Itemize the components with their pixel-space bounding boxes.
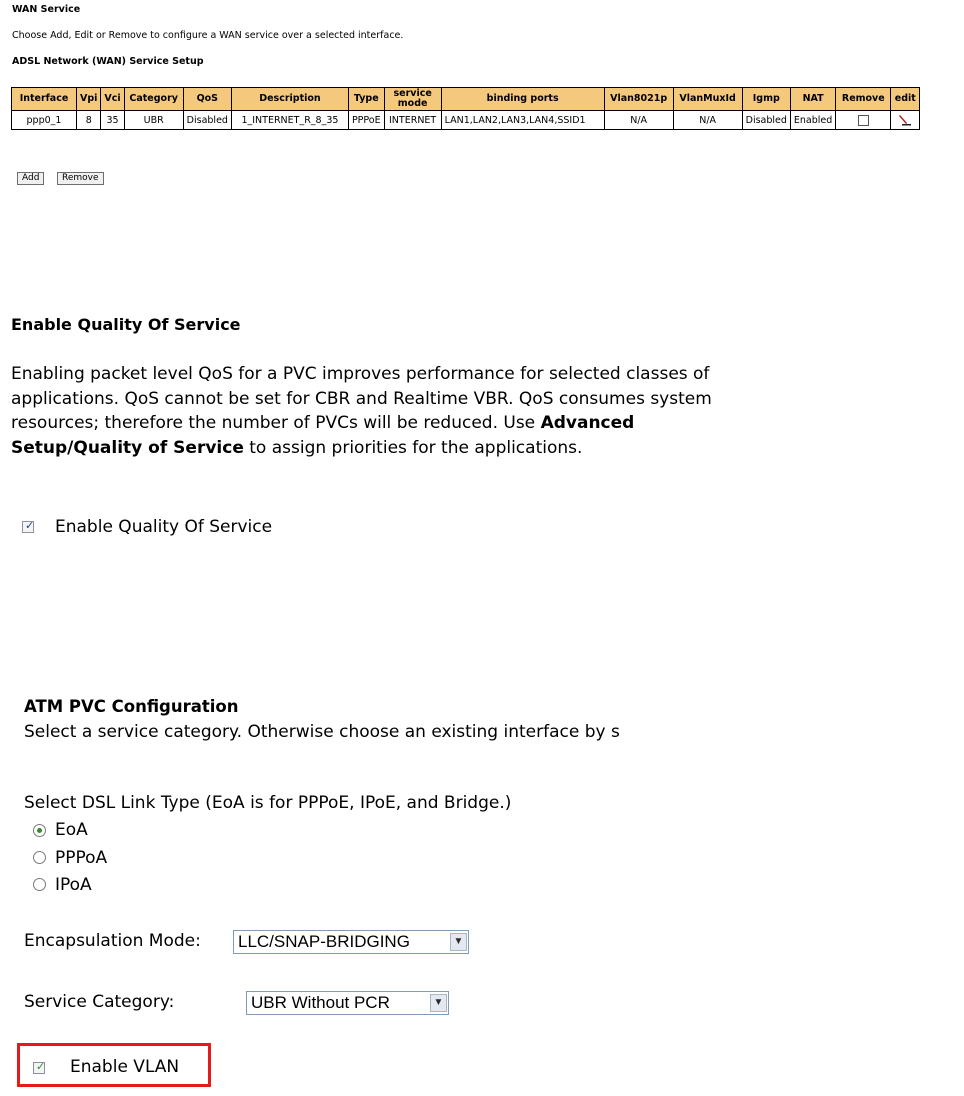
- dropdown-arrow-icon[interactable]: ▼: [450, 933, 467, 951]
- cell-category: UBR: [124, 111, 183, 130]
- atm-pvc-title: ATM PVC Configuration: [24, 697, 239, 716]
- column-header: VlanMuxId: [673, 88, 742, 111]
- cell-edit: [891, 111, 920, 130]
- wan-service-description: Choose Add, Edit or Remove to configure a WAN service over a selected interface.: [12, 30, 404, 41]
- service-category-value: UBR Without PCR: [251, 993, 390, 1012]
- radio-pppoa[interactable]: [33, 851, 46, 864]
- enable-vlan-checkbox[interactable]: [33, 1062, 45, 1074]
- enable-qos-checkbox[interactable]: [22, 521, 34, 533]
- cell-description: 1_INTERNET_R_8_35: [231, 111, 348, 130]
- column-header: Remove: [836, 88, 891, 111]
- cell-interface: ppp0_1: [12, 111, 77, 130]
- radio-ipoa-label: IPoA: [55, 875, 92, 895]
- qos-description: [11, 362, 771, 460]
- wan-service-title: WAN Service: [12, 4, 81, 15]
- checkbox-checked-icon: ✓: [36, 1060, 46, 1073]
- cell-service-mode: INTERNET: [384, 111, 441, 130]
- column-header: Type: [348, 88, 384, 111]
- encapsulation-mode-value: LLC/SNAP-BRIDGING: [238, 932, 410, 951]
- cell-qos: Disabled: [183, 111, 231, 130]
- table-row: [12, 111, 920, 130]
- cell-nat: Enabled: [790, 111, 835, 130]
- cell-remove: [836, 111, 891, 130]
- radio-pppoa-label: PPPoA: [55, 848, 108, 868]
- cell-type: PPPoE: [348, 111, 384, 130]
- column-header: QoS: [183, 88, 231, 111]
- radio-eoa[interactable]: [33, 824, 46, 837]
- encapsulation-mode-select[interactable]: [233, 930, 469, 954]
- qos-description-text-end: to assign priorities for the applications.: [243, 437, 583, 458]
- dropdown-arrow-icon[interactable]: ▼: [430, 994, 447, 1012]
- cell-vlan8021p: N/A: [604, 111, 673, 130]
- enable-qos-label: Enable Quality Of Service: [55, 517, 273, 537]
- cell-igmp: Disabled: [742, 111, 790, 130]
- radio-ipoa[interactable]: [33, 878, 46, 891]
- wan-service-table: [11, 87, 920, 130]
- cell-vci: 35: [101, 111, 124, 130]
- column-header: Vlan8021p: [604, 88, 673, 111]
- column-header: Interface: [12, 88, 77, 111]
- service-category-label: Service Category:: [24, 992, 175, 1012]
- wan-table-title: ADSL Network (WAN) Service Setup: [12, 56, 204, 67]
- column-header: Vpi: [77, 88, 101, 111]
- qos-section-title: Enable Quality Of Service: [11, 315, 241, 334]
- add-button[interactable]: Add: [17, 172, 44, 185]
- remove-button[interactable]: Remove: [57, 172, 104, 185]
- column-header: Category: [124, 88, 183, 111]
- column-header: Vci: [101, 88, 124, 111]
- service-category-select[interactable]: [246, 991, 449, 1015]
- column-header: Description: [231, 88, 348, 111]
- column-header: NAT: [790, 88, 835, 111]
- cell-binding-ports: LAN1,LAN2,LAN3,LAN4,SSID1: [441, 111, 604, 130]
- encapsulation-mode-label: Encapsulation Mode:: [24, 931, 201, 951]
- qos-advanced-setup-ref: Advanced Setup/Quality of Service: [11, 413, 635, 458]
- remove-checkbox[interactable]: [858, 115, 869, 126]
- checkbox-checked-icon: ✓: [25, 519, 35, 532]
- column-header: Igmp: [742, 88, 790, 111]
- table-header-row: [12, 88, 920, 111]
- edit-pencil-icon[interactable]: [898, 114, 912, 126]
- column-header: edit: [891, 88, 920, 111]
- cell-vpi: 8: [77, 111, 101, 130]
- column-header: binding ports: [441, 88, 604, 111]
- dsl-link-type-label: Select DSL Link Type (EoA is for PPPoE, IPoE, and Bridge.): [24, 793, 512, 813]
- column-header: service mode: [384, 88, 441, 111]
- enable-vlan-label: Enable VLAN: [70, 1057, 180, 1077]
- atm-pvc-subtitle: Select a service category. Otherwise choose an existing interface by s: [24, 722, 620, 742]
- radio-eoa-label: EoA: [55, 820, 88, 840]
- qos-description-text: Enabling packet level QoS for a PVC improves performance for selected classes of applications. QoS cannot be set for CBR and Realtime VBR. QoS consumes system resources; therefore the number of PVCs will be reduced. Use: [11, 364, 712, 433]
- cell-vlanmuxid: N/A: [673, 111, 742, 130]
